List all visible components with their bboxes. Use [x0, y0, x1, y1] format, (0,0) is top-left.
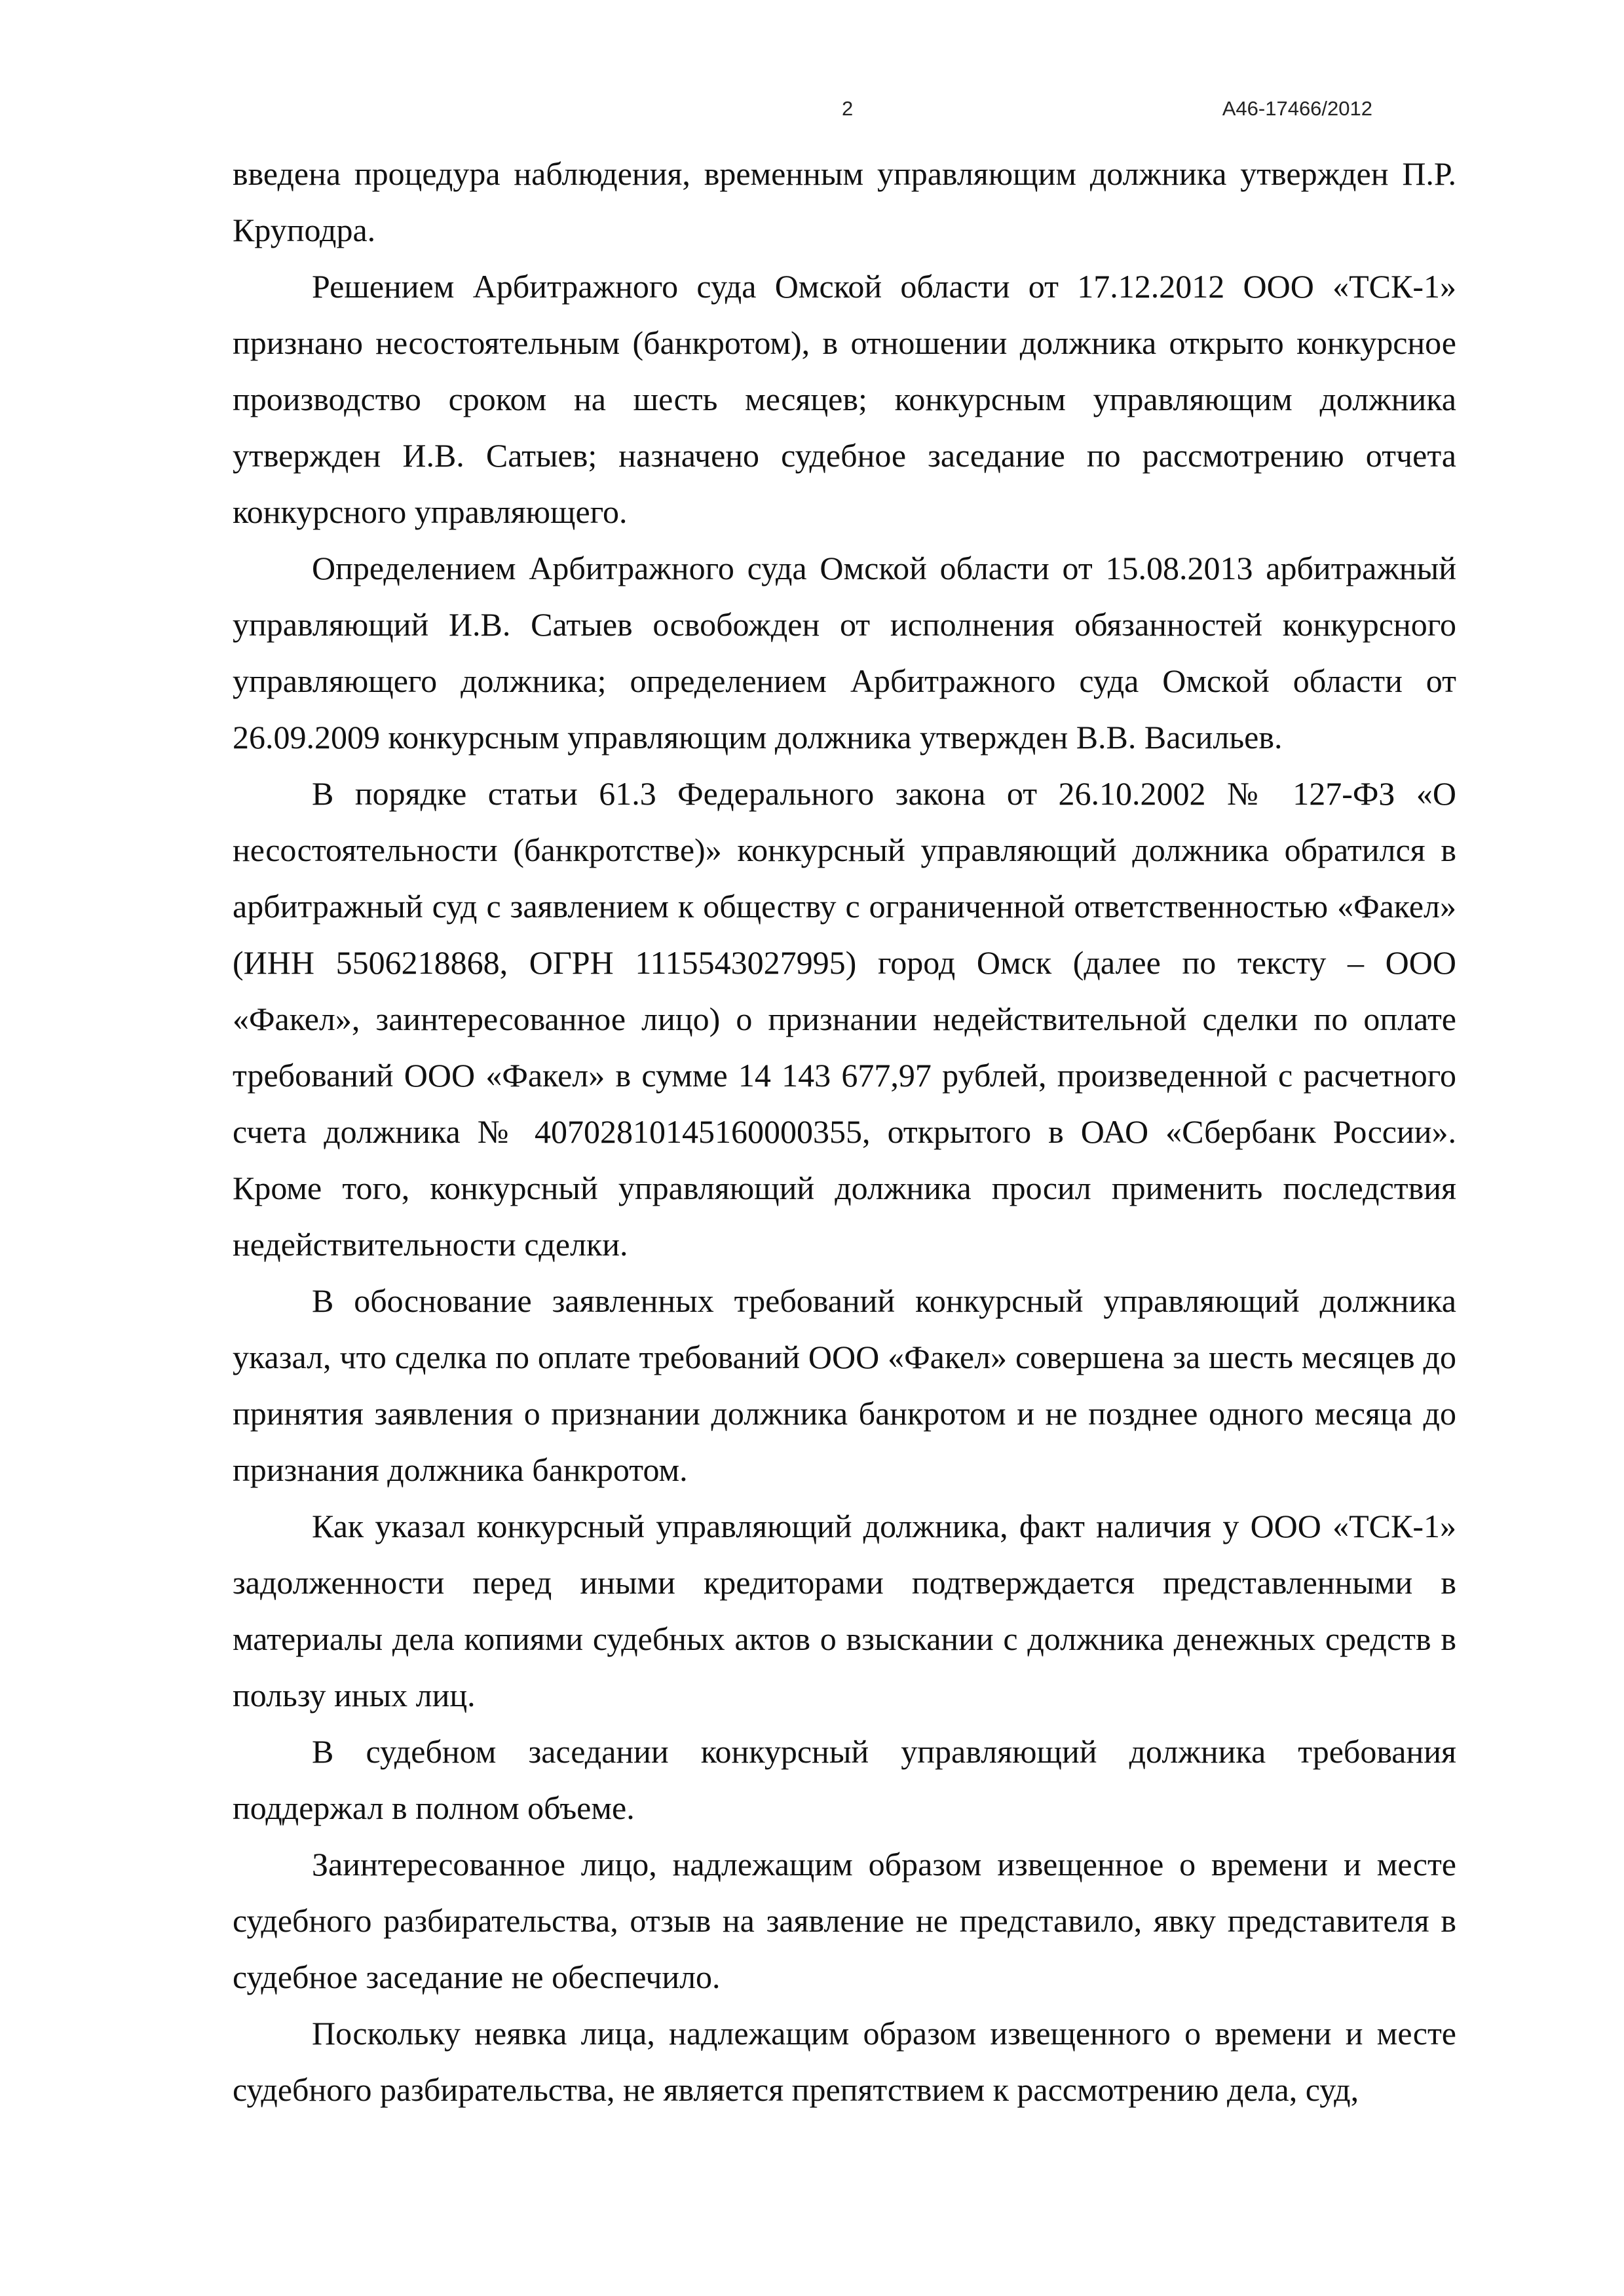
paragraph-continuation: введена процедура наблюдения, временным управляющим должника утвержден П.Р. Круподра. — [233, 155, 1456, 248]
page-header — [0, 97, 1624, 123]
page-number: 2 — [842, 97, 854, 120]
paragraph: Как указал конкурсный управляющий должника, факт наличия у ООО «ТСК-1» задолженности перед иными кредиторами подтверждается представленными в материалы дела копиями судебных актов о взыскании с должника денежных средств в пользу иных лиц. — [233, 1508, 1456, 1713]
paragraph: В порядке статьи 61.3 Федерального закона от 26.10.2002 № 127-ФЗ «О несостоятельности (банкротстве)» конкурсный управляющий должника обратился в арбитражный суд с заявлением к обществу с ограниченной ответственностью «Факел» (ИНН 5506218868, ОГРН 1115543027995) город Омск (далее по тексту – ООО «Факел», заинтересованное лицо) о признании недействительной сделки по оплате требований ООО «Факел» в сумме 14 143 677,97 рублей, произведенной с расчетного счета должника № 40702810145160000355, открытого в ОАО «Сбербанк России». Кроме того, конкурсный управляющий должника просил применить последствия недействительности сделки. — [233, 775, 1456, 1263]
document-body — [233, 145, 1456, 2118]
paragraph: Заинтересованное лицо, надлежащим образом извещенное о времени и месте судебного разбирательства, отзыв на заявление не представило, явку представителя в судебное заседание не обеспечило. — [233, 1846, 1456, 1995]
paragraph: Поскольку неявка лица, надлежащим образом извещенного о времени и месте судебного разбирательства, не является препятствием к рассмотрению дела, суд, — [233, 2015, 1456, 2108]
paragraph: Определением Арбитражного суда Омской области от 15.08.2013 арбитражный управляющий И.В. Сатыев освобожден от исполнения обязанностей конкурсного управляющего должника; определением Арбитражного суда Омской области от 26.09.2009 конкурсным управляющим должника утвержден В.В. Васильев. — [233, 550, 1456, 756]
paragraph: В обоснование заявленных требований конкурсный управляющий должника указал, что сделка по оплате требований ООО «Факел» совершена за шесть месяцев до принятия заявления о признании должника банкротом и не позднее одного месяца до признания должника банкротом. — [233, 1282, 1456, 1488]
paragraph: Решением Арбитражного суда Омской области от 17.12.2012 ООО «ТСК-1» признано несостоятельным (банкротом), в отношении должника открыто конкурсное производство сроком на шесть месяцев; конкурсным управляющим должника утвержден И.В. Сатыев; назначено судебное заседание по рассмотрению отчета конкурсного управляющего. — [233, 268, 1456, 530]
paragraph: В судебном заседании конкурсный управляющий должника требования поддержал в полном объеме. — [233, 1733, 1456, 1826]
case-number: А46-17466/2012 — [1222, 97, 1372, 120]
